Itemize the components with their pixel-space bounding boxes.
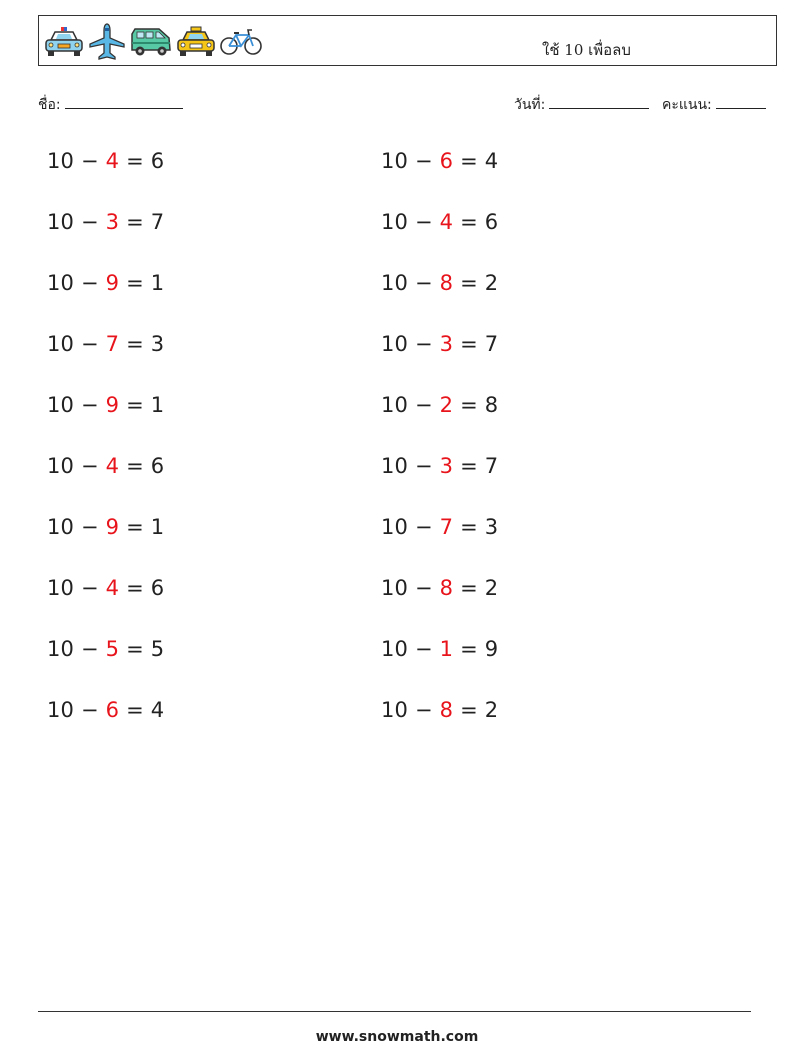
problem-row	[381, 637, 498, 661]
minus-sign: −	[408, 271, 440, 295]
minuend: 10	[47, 515, 75, 539]
subtrahend: 8	[439, 271, 454, 295]
minus-sign: −	[408, 454, 440, 478]
subtrahend: 1	[439, 637, 454, 661]
problem-row	[47, 637, 164, 661]
minuend: 10	[47, 576, 75, 600]
minus-sign: −	[408, 149, 440, 173]
footer-divider	[38, 1011, 751, 1012]
result: 2	[484, 698, 499, 722]
problem-row	[47, 393, 164, 417]
subtrahend: 6	[439, 149, 454, 173]
problem-row	[381, 393, 498, 417]
subtrahend: 8	[439, 698, 454, 722]
date-label: วันที่:	[514, 97, 546, 113]
subtrahend: 4	[105, 454, 120, 478]
subtrahend: 4	[439, 210, 454, 234]
police-car-icon	[43, 24, 85, 60]
minus-sign: −	[74, 271, 106, 295]
minus-sign: −	[408, 210, 440, 234]
vehicle-icons	[43, 22, 263, 62]
minuend: 10	[381, 637, 409, 661]
problem-row	[381, 576, 498, 600]
result: 7	[484, 332, 499, 356]
score-line[interactable]	[716, 94, 766, 109]
equals-sign: =	[453, 149, 485, 173]
problem-row	[381, 698, 498, 722]
equals-sign: =	[119, 637, 151, 661]
result: 1	[150, 271, 165, 295]
minus-sign: −	[74, 210, 106, 234]
minuend: 10	[47, 454, 75, 478]
subtrahend: 4	[105, 149, 120, 173]
result: 2	[484, 576, 499, 600]
name-field	[38, 94, 183, 116]
minuend: 10	[47, 637, 75, 661]
minuend: 10	[47, 393, 75, 417]
equals-sign: =	[119, 576, 151, 600]
problem-row	[47, 454, 164, 478]
minuend: 10	[381, 332, 409, 356]
equals-sign: =	[119, 210, 151, 234]
minuend: 10	[381, 515, 409, 539]
date-field	[514, 94, 649, 116]
minus-sign: −	[74, 149, 106, 173]
minuend: 10	[47, 210, 75, 234]
result: 3	[150, 332, 165, 356]
subtrahend: 8	[439, 576, 454, 600]
minuend: 10	[47, 698, 75, 722]
subtrahend: 5	[105, 637, 120, 661]
result: 4	[484, 149, 499, 173]
result: 1	[150, 393, 165, 417]
result: 1	[150, 515, 165, 539]
taxi-icon	[175, 24, 217, 60]
equals-sign: =	[453, 454, 485, 478]
name-line[interactable]	[65, 94, 183, 109]
footer-site: www.snowmath.com	[315, 1029, 479, 1045]
problem-row	[47, 515, 164, 539]
result: 6	[150, 576, 165, 600]
minus-sign: −	[408, 637, 440, 661]
subtrahend: 7	[439, 515, 454, 539]
worksheet-header	[38, 15, 777, 66]
minus-sign: −	[74, 698, 106, 722]
score-field	[662, 94, 766, 116]
minuend: 10	[381, 210, 409, 234]
subtrahend: 3	[439, 454, 454, 478]
equals-sign: =	[119, 698, 151, 722]
minuend: 10	[381, 698, 409, 722]
van-icon	[129, 24, 173, 60]
result: 7	[484, 454, 499, 478]
equals-sign: =	[453, 515, 485, 539]
problem-row	[381, 149, 498, 173]
result: 6	[150, 149, 165, 173]
minus-sign: −	[74, 393, 106, 417]
result: 6	[484, 210, 499, 234]
equals-sign: =	[453, 271, 485, 295]
result: 7	[150, 210, 165, 234]
equals-sign: =	[453, 698, 485, 722]
problem-row	[47, 698, 164, 722]
minus-sign: −	[74, 454, 106, 478]
problem-row	[47, 271, 164, 295]
minus-sign: −	[408, 515, 440, 539]
minuend: 10	[381, 149, 409, 173]
problem-row	[381, 210, 498, 234]
subtrahend: 9	[105, 393, 120, 417]
equals-sign: =	[119, 515, 151, 539]
problem-row	[381, 332, 498, 356]
equals-sign: =	[453, 393, 485, 417]
name-label: ชื่อ:	[38, 97, 61, 113]
equals-sign: =	[453, 637, 485, 661]
equals-sign: =	[453, 332, 485, 356]
minus-sign: −	[74, 515, 106, 539]
equals-sign: =	[119, 271, 151, 295]
minus-sign: −	[74, 637, 106, 661]
minus-sign: −	[408, 393, 440, 417]
minuend: 10	[381, 576, 409, 600]
worksheet-title: ใช้ 10 เพื่อลบ	[542, 41, 631, 59]
result: 2	[484, 271, 499, 295]
subtrahend: 6	[105, 698, 120, 722]
problem-row	[381, 454, 498, 478]
problem-row	[381, 271, 498, 295]
subtrahend: 9	[105, 271, 120, 295]
score-label: คะแนน:	[662, 97, 712, 113]
subtrahend: 3	[439, 332, 454, 356]
equals-sign: =	[453, 210, 485, 234]
result: 5	[150, 637, 165, 661]
airplane-icon	[87, 22, 127, 62]
subtrahend: 4	[105, 576, 120, 600]
minus-sign: −	[408, 332, 440, 356]
minus-sign: −	[408, 698, 440, 722]
result: 4	[150, 698, 165, 722]
bicycle-icon	[219, 24, 263, 60]
equals-sign: =	[119, 454, 151, 478]
result: 8	[484, 393, 499, 417]
equals-sign: =	[119, 393, 151, 417]
minus-sign: −	[408, 576, 440, 600]
minuend: 10	[47, 271, 75, 295]
subtrahend: 9	[105, 515, 120, 539]
subtrahend: 2	[439, 393, 454, 417]
subtrahend: 3	[105, 210, 120, 234]
minuend: 10	[381, 454, 409, 478]
result: 6	[150, 454, 165, 478]
equals-sign: =	[453, 576, 485, 600]
problem-row	[47, 149, 164, 173]
problem-row	[381, 515, 498, 539]
problem-row	[47, 332, 164, 356]
minuend: 10	[47, 149, 75, 173]
equals-sign: =	[119, 149, 151, 173]
problem-row	[47, 576, 164, 600]
minuend: 10	[47, 332, 75, 356]
equals-sign: =	[119, 332, 151, 356]
minuend: 10	[381, 393, 409, 417]
minus-sign: −	[74, 576, 106, 600]
date-line[interactable]	[549, 94, 649, 109]
minuend: 10	[381, 271, 409, 295]
result: 3	[484, 515, 499, 539]
minus-sign: −	[74, 332, 106, 356]
subtrahend: 7	[105, 332, 120, 356]
result: 9	[484, 637, 499, 661]
problem-row	[47, 210, 164, 234]
